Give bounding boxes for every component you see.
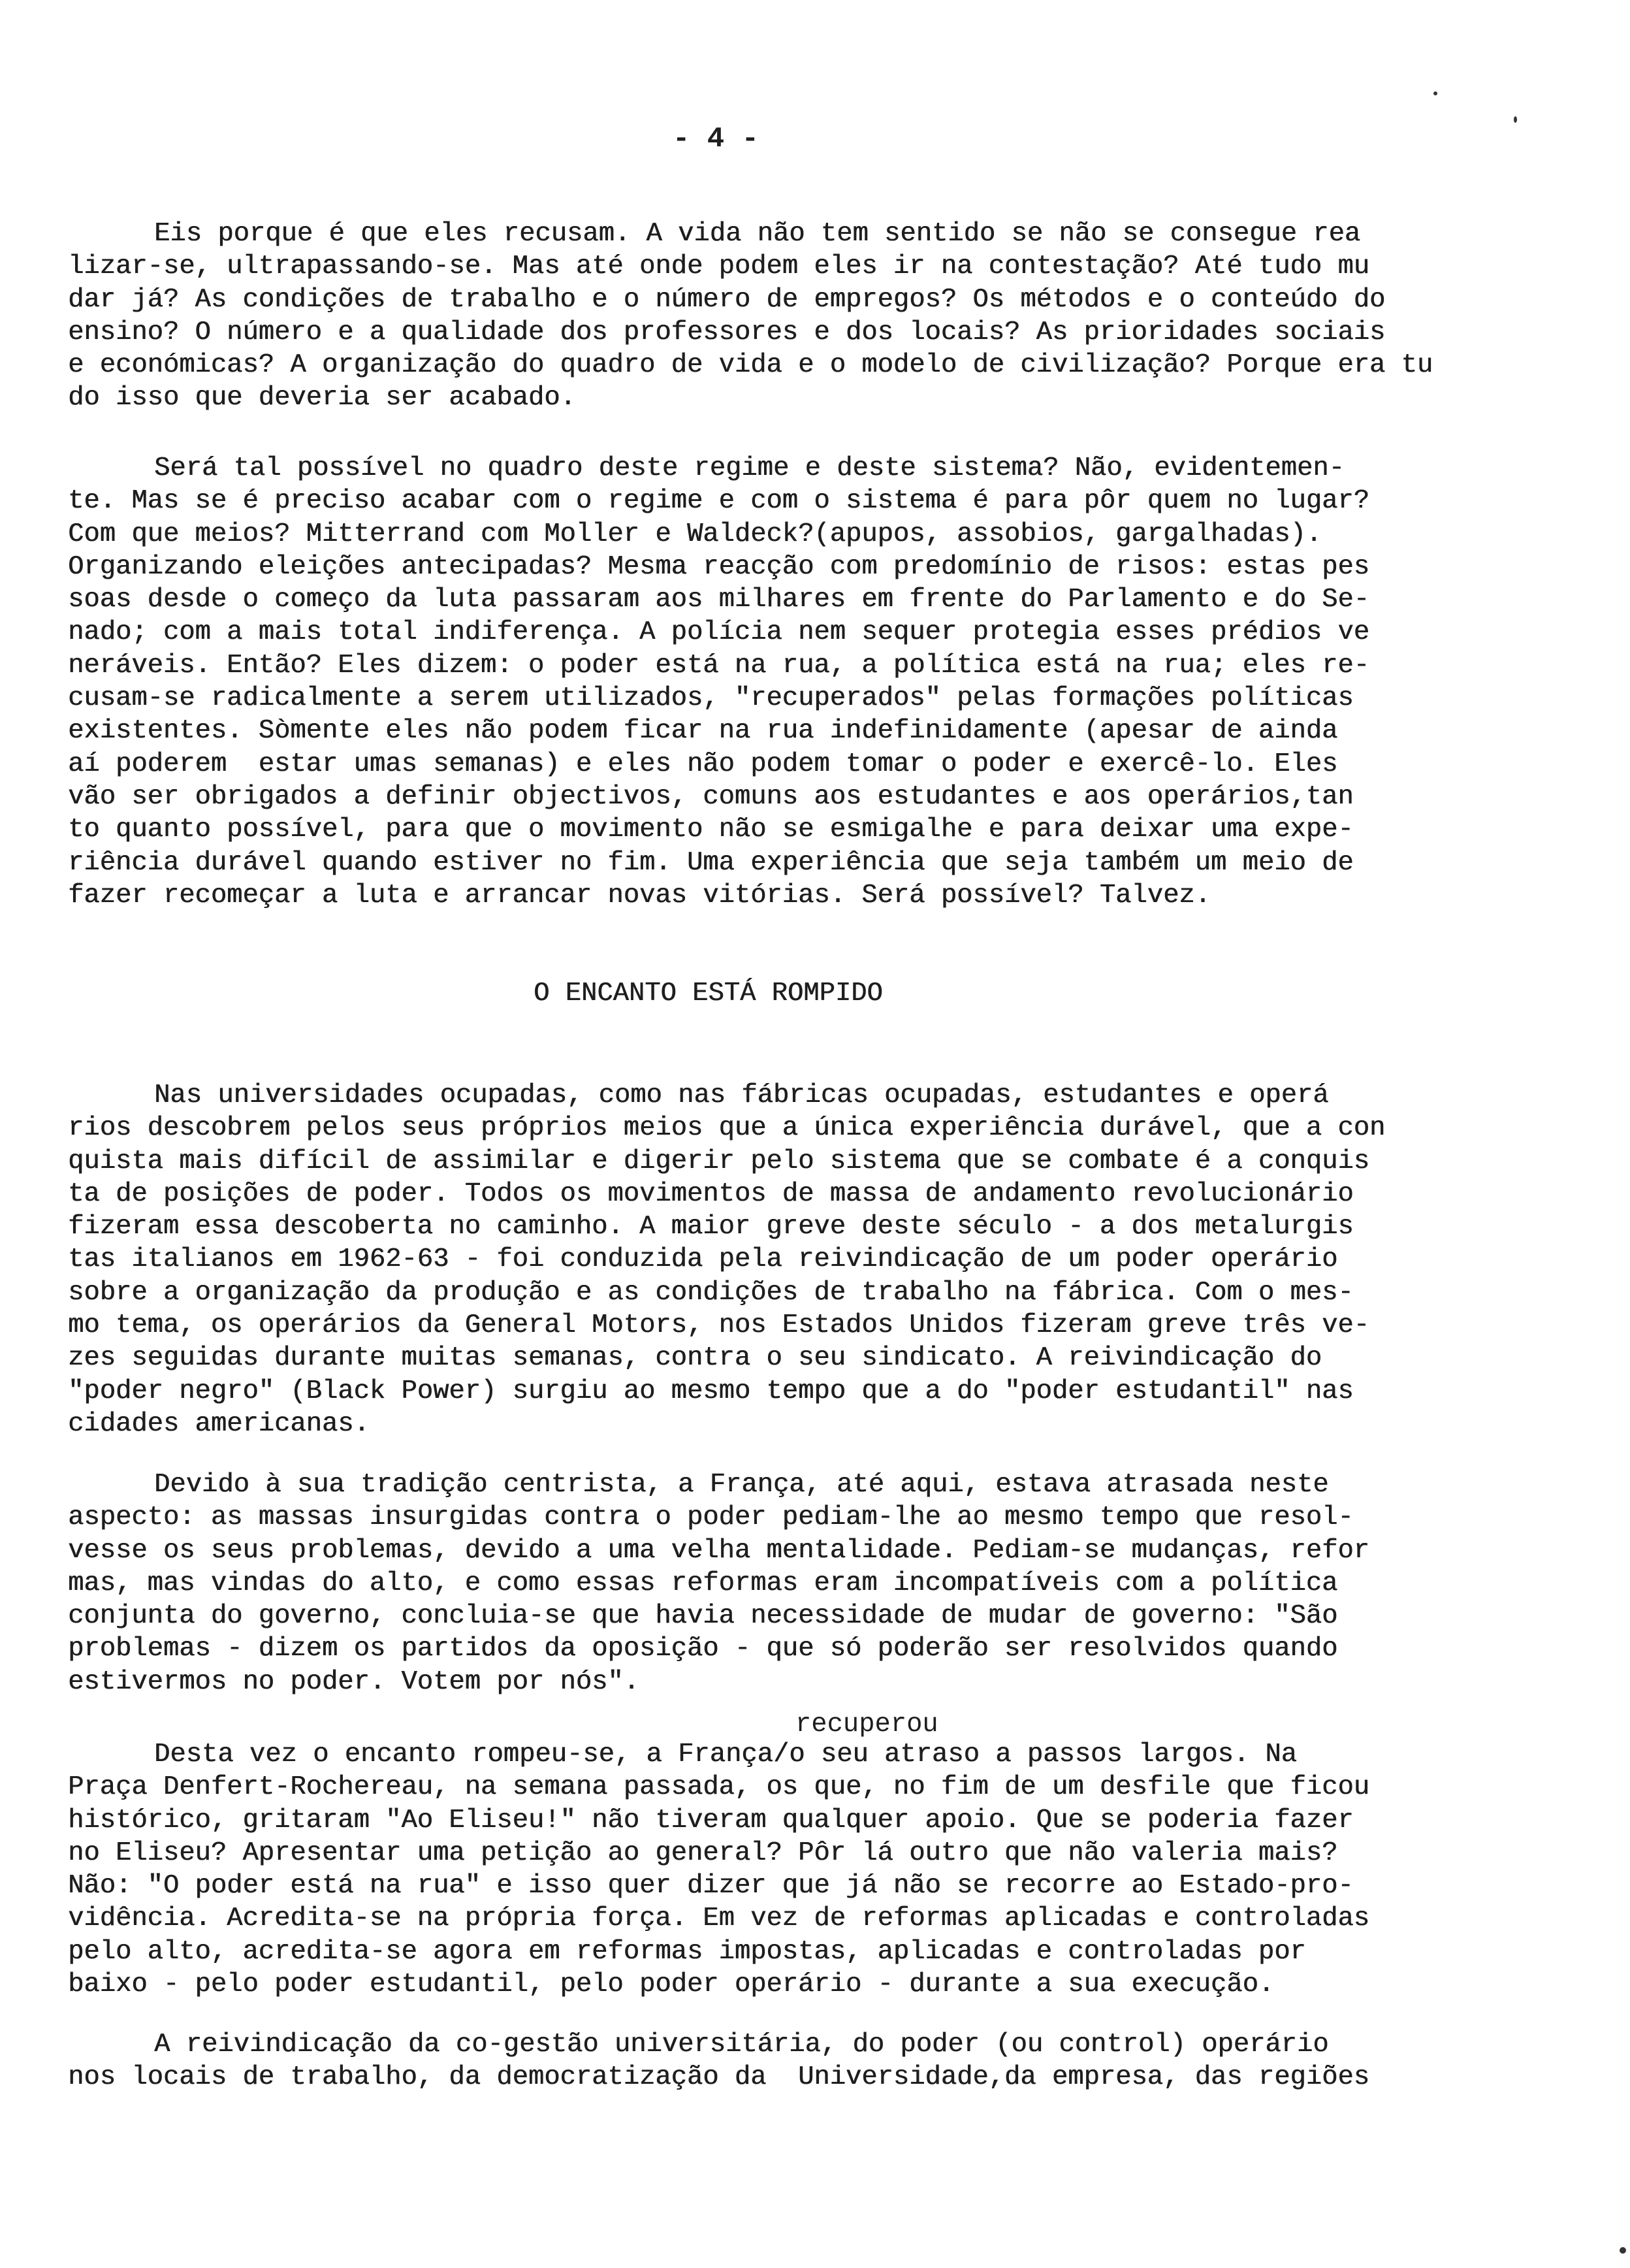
text-line: soas desde o começo da luta passaram aos milhares em frente do Parlamento e do Se-: [68, 585, 1369, 615]
scan-speck: [1514, 116, 1517, 123]
paragraph: [68, 1738, 1369, 2001]
text-line: existentes. Sòmente eles não podem ficar na rua indefinidamente (apesar de ainda: [68, 716, 1338, 747]
paragraph: [68, 2028, 1369, 2094]
text-line: estivermos no poder. Votem por nós".: [68, 1666, 639, 1697]
text-line: Com que meios? Mitterrand com Moller e Waldeck?(apupos, assobios, gargalhadas).: [68, 519, 1322, 549]
text-line: Desta vez o encanto rompeu-se, a França/o seu atraso a passos largos. Na: [154, 1740, 1297, 1770]
text-line: dar já? As condições de trabalho e o número de empregos? Os métodos e o conteúdo do: [68, 284, 1386, 315]
text-line: Devido à sua tradição centrista, a França, até aqui, estava atrasada neste: [154, 1470, 1329, 1500]
text-line: mas, mas vindas do alto, e como essas reformas eram incompatíveis com a política: [68, 1568, 1338, 1598]
text-line: no Eliseu? Apresentar uma petição ao general? Pôr lá outro que não valeria mais?: [68, 1838, 1338, 1868]
text-line: Não: "O poder está na rua" e isso quer dizer que já não se recorre ao Estado-pro-: [68, 1871, 1354, 1902]
text-line: Praça Denfert-Rochereau, na semana passada, os que, no fim de um desfile que ficou: [68, 1772, 1369, 1803]
text-line: Será tal possível no quadro deste regime e deste sistema? Não, evidentemen-: [154, 453, 1345, 483]
text-line: pelo alto, acredita-se agora em reformas impostas, aplicadas e controladas por: [68, 1936, 1306, 1967]
text-line: lizar-se, ultrapassando-se. Mas até onde podem eles ir na contestação? Até tudo mu: [68, 251, 1369, 282]
text-line: quista mais difícil de assimilar e digerir pelo sistema que se combate é a conquis: [68, 1146, 1369, 1176]
text-line: aspecto: as massas insurgidas contra o poder pediam-lhe ao mesmo tempo que resol-: [68, 1502, 1354, 1533]
paragraph: [68, 452, 1369, 912]
paragraph: [68, 1079, 1385, 1440]
text-line: cusam-se radicalmente a serem utilizados, "recuperados" pelas formações políticas: [68, 683, 1354, 714]
text-line: histórico, gritaram "Ao Eliseu!" não tiveram qualquer apoio. Que se poderia fazer: [68, 1805, 1354, 1836]
text-line: do isso que deveria ser acabado.: [68, 383, 576, 413]
text-line: ensino? O número e a qualidade dos professores e dos locais? As prioridades sociais: [68, 317, 1386, 348]
text-line: A reivindicação da co-gestão universitária, do poder (ou control) operário: [154, 2030, 1329, 2060]
text-line: rios descobrem pelos seus próprios meios que a única experiência durável, que a con: [68, 1113, 1386, 1144]
text-line: baixo - pelo poder estudantil, pelo poder operário - durante a sua execução.: [68, 1969, 1275, 2000]
text-line: vesse os seus problemas, devido a uma velha mentalidade. Pediam-se mudanças, refor: [68, 1535, 1369, 1566]
text-line: e económicas? A organização do quadro de vida e o modelo de civilização? Porque era tu: [68, 350, 1433, 381]
text-line: riência durável quando estiver no fim. Uma experiência que seja também um meio de: [68, 847, 1354, 878]
text-line: tas italianos em 1962-63 - foi conduzida pela reivindicação de um poder operário: [68, 1244, 1338, 1275]
text-line: fizeram essa descoberta no caminho. A maior greve deste século - a dos metalurgis: [68, 1212, 1354, 1242]
handwritten-insertion: recuperou: [795, 1709, 938, 1740]
text-line: nado; com a mais total indiferença. A polícia nem sequer protegia esses prédios ve: [68, 617, 1369, 648]
text-line: mo tema, os operários da General Motors, nos Estados Unidos fizeram greve três ve-: [68, 1310, 1369, 1341]
text-line: Organizando eleições antecipadas? Mesma reacção com predomínio de risos: estas pes: [68, 551, 1369, 582]
text-line: problemas - dizem os partidos da oposição - que só poderão ser resolvidos quando: [68, 1634, 1338, 1664]
text-line: aí poderem estar umas semanas) e eles não podem tomar o poder e exercê-lo. Eles: [68, 749, 1338, 779]
text-line: Nas universidades ocupadas, como nas fábricas ocupadas, estudantes e operá: [154, 1080, 1329, 1110]
text-line: neráveis. Então? Eles dizem: o poder está na rua, a política está na rua; eles re-: [68, 650, 1369, 681]
paragraph: [68, 218, 1433, 415]
text-line: zes seguidas durante muitas semanas, contra o seu sindicato. A reivindicação do: [68, 1343, 1322, 1374]
text-line: to quanto possível, para que o movimento não se esmigalhe e para deixar uma expe-: [68, 815, 1354, 845]
text-line: cidades americanas.: [68, 1408, 370, 1439]
section-heading: O ENCANTO ESTÁ ROMPIDO: [534, 979, 883, 1009]
text-line: vão ser obrigados a definir objectivos, comuns aos estudantes e aos operários,tan: [68, 781, 1354, 812]
text-line: "poder negro" (Black Power) surgiu ao mesmo tempo que a do "poder estudantil" nas: [68, 1376, 1354, 1406]
text-line: ta de posições de poder. Todos os movimentos de massa de andamento revolucionário: [68, 1178, 1354, 1209]
scan-speck: [1620, 2247, 1626, 2254]
text-line: Eis porque é que eles recusam. A vida não tem sentido se não se consegue rea: [154, 219, 1361, 249]
text-line: sobre a organização da produção e as condições de trabalho na fábrica. Com o mes-: [68, 1277, 1354, 1308]
scan-speck: [1433, 91, 1437, 95]
text-line: te. Mas se é preciso acabar com o regime e com o sistema é para pôr quem no lugar?: [68, 486, 1369, 517]
text-line: conjunta do governo, concluia-se que havia necessidade de mudar de governo: "São: [68, 1601, 1338, 1632]
paragraph: [68, 1468, 1369, 1698]
text-line: fazer recomeçar a luta e arrancar novas vitórias. Será possível? Talvez.: [68, 880, 1211, 911]
text-line: vidência. Acredita-se na própria força. Em vez de reformas aplicadas e controladas: [68, 1904, 1369, 1934]
text-line: nos locais de trabalho, da democratização da Universidade,da empresa, das regiões: [68, 2062, 1369, 2093]
page-number: - 4 -: [673, 123, 759, 155]
